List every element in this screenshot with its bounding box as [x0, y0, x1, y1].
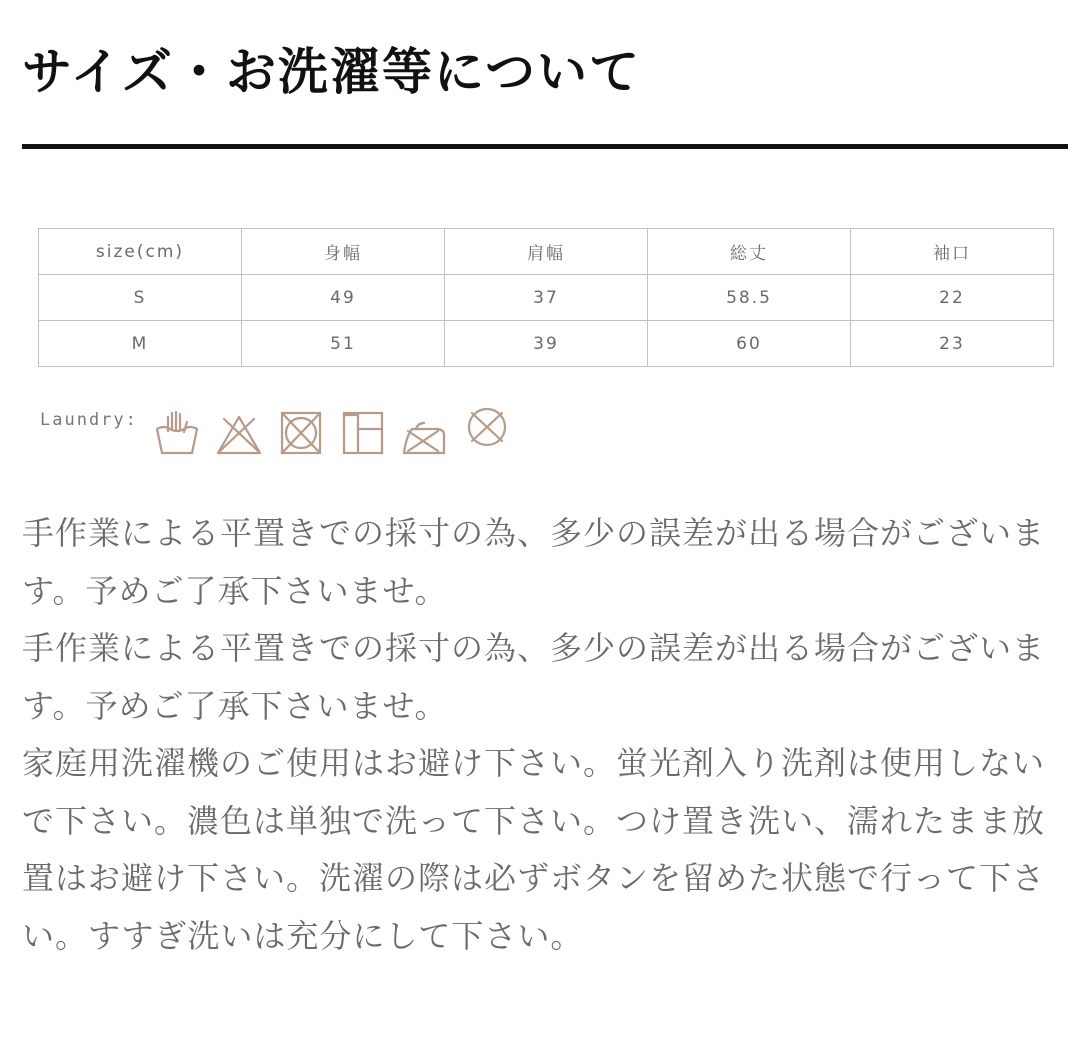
table-header-row	[39, 229, 1054, 275]
notes-paragraph: 手作業による平置きでの採寸の為、多少の誤差が出る場合がございます。予めご了承下さいませ。	[22, 629, 1046, 725]
notes-paragraph: 手作業による平置きでの採寸の為、多少の誤差が出る場合がございます。予めご了承下さいませ。	[22, 514, 1046, 610]
laundry-label: Laundry:	[40, 410, 138, 430]
do-not-tumble-dry-icon	[276, 405, 326, 457]
do-not-dry-clean-icon	[462, 405, 512, 457]
column-header-shoulder-width: 肩幅	[445, 229, 648, 275]
table-cell: 22	[851, 275, 1054, 321]
title-divider	[22, 144, 1068, 149]
table-cell: 51	[242, 321, 445, 367]
table-cell: 58.5	[648, 275, 851, 321]
table-cell: 60	[648, 321, 851, 367]
notes-paragraph: 家庭用洗濯機のご使用はお避け下さい。蛍光剤入り洗剤は使用しないで下さい。濃色は単独で洗って下さい。つけ置き洗い、濡れたまま放置はお避け下さい。洗濯の際は必ずボタンを留めた状態で行って下さい。すすぎ洗いは充分にして下さい。	[22, 744, 1046, 955]
do-not-bleach-icon	[214, 405, 264, 457]
line-dry-shade-icon	[338, 405, 388, 457]
table-cell: 37	[445, 275, 648, 321]
column-header-size: size(cm)	[39, 229, 242, 275]
laundry-icons	[152, 405, 512, 457]
page-title: サイズ・お洗濯等について	[22, 43, 641, 101]
notes-section	[22, 505, 1062, 965]
column-header-body-width: 身幅	[242, 229, 445, 275]
table-row	[39, 321, 1054, 367]
table-cell: 23	[851, 321, 1054, 367]
table-cell: S	[39, 275, 242, 321]
table-cell: 39	[445, 321, 648, 367]
table-cell: 49	[242, 275, 445, 321]
table-row	[39, 275, 1054, 321]
column-header-total-length: 総丈	[648, 229, 851, 275]
size-table	[38, 228, 1054, 367]
laundry-section	[40, 405, 512, 457]
hand-wash-icon	[152, 405, 202, 457]
table-cell: M	[39, 321, 242, 367]
column-header-cuff: 袖口	[851, 229, 1054, 275]
iron-low-cloth-icon	[400, 405, 450, 457]
